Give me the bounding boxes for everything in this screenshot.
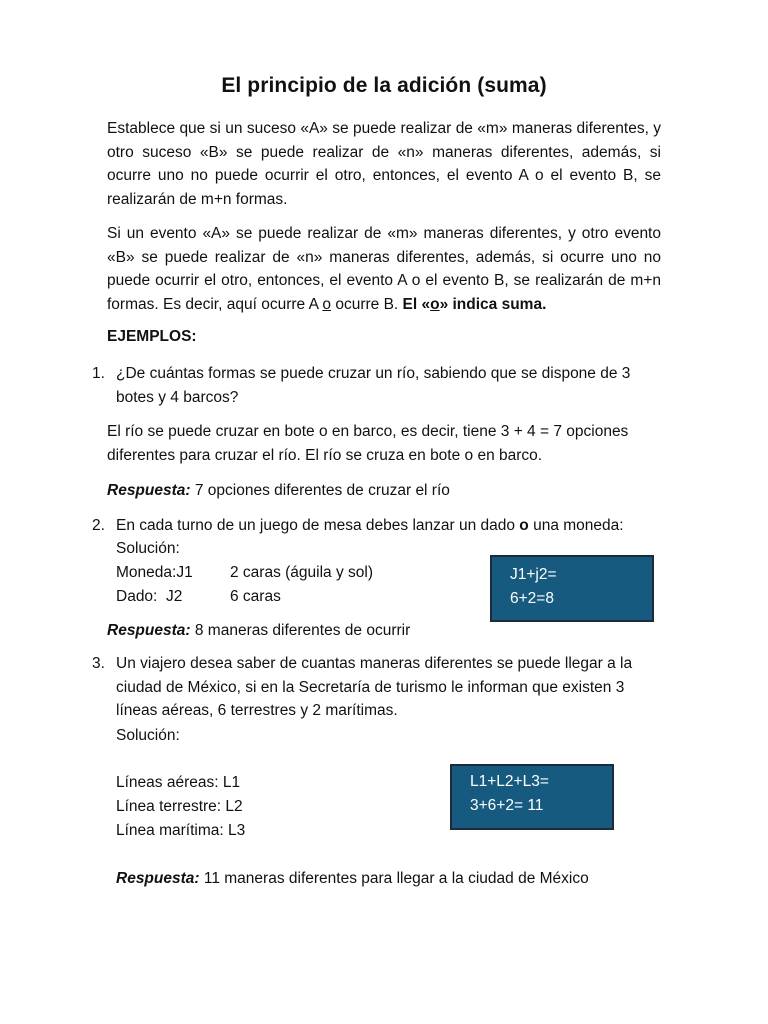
example-1-explanation: El río se puede cruzar en bote o en barco, es decir, tiene 3 + 4 = 7 opciones diferentes para cruzar el río. El río se cruza en bote o en barco. [107,423,629,464]
answer-label: Respuesta: [107,482,191,499]
row-1-name: Moneda:J1 [116,564,193,581]
example-1-answer [107,479,450,503]
example-3-formula-box [450,764,614,830]
answer-text: 8 maneras diferentes de ocurrir [190,622,411,639]
answer-label: Respuesta: [116,870,200,887]
example-2-solution-label: Solución: [116,540,180,557]
answer-text: 11 maneras diferentes para llegar a la ciudad de México [199,870,589,887]
example-2-formula-box [490,555,654,622]
underlined-o: o [322,295,332,313]
row-2-name: Dado: J2 [116,588,183,605]
example-3-number: 3. [92,655,105,672]
line-1: Líneas aéreas: L1 [116,774,241,791]
explanation-text-b: ocurre B. [331,295,403,313]
example-3-solution-label: Solución: [116,727,180,744]
example-3-question [92,652,662,723]
example-1-number: 1. [92,365,105,382]
example-3-question-text: Un viajero desea saber de cuantas maneras diferentes se puede llegar a la ciudad de México, si en la Secretaría de turismo le informan que existen 3 líneas aéreas, 6 terrestres y 2 marítimas. [116,655,633,719]
example-2-question [92,514,662,538]
examples-heading: EJEMPLOS: [107,328,197,345]
row-1-value: 2 caras (águila y sol) [230,564,374,581]
example-2-number: 2. [92,517,105,534]
example-2-answer [107,619,410,643]
line-3: Línea marítima: L3 [116,822,246,839]
sum-note: El «o» indica suma. [402,295,547,313]
explanation-paragraph [107,222,661,316]
page-title: El principio de la adición (suma) [221,74,547,97]
explanation-text-a: Si un evento «A» se puede realizar de «m» maneras diferentes, y otro evento «B» se puede realizar de «n» maneras diferentes, además, si ocurre uno no puede ocurrir el otro, entonces, el evento A o el evento B, se realizarán de m+n formas. Es decir, aquí ocurre A [107,225,661,313]
formula-line-2: 6+2=8 [510,590,554,607]
row-2-value: 6 caras [230,588,281,605]
line-2: Línea terrestre: L2 [116,798,243,815]
formula-line-1: J1+j2= [510,566,557,583]
formula-line-1: L1+L2+L3= [470,773,549,790]
example-1-question [92,362,662,409]
answer-label: Respuesta: [107,622,191,639]
example-1-question-text: ¿De cuántas formas se puede cruzar un río, sabiendo que se dispone de 3 botes y 4 barcos? [116,365,631,406]
answer-text: 7 opciones diferentes de cruzar el río [190,482,450,499]
definition-paragraph: Establece que si un suceso «A» se puede realizar de «m» maneras diferentes, y otro suceso «B» se puede realizar de «n» maneras diferentes, además, si ocurre uno no puede ocurrir el otro, entonces, el evento A o el evento B, se realizarán de m+n formas. [107,120,661,208]
example-3-answer [116,867,589,891]
example-2-question-text: En cada turno de un juego de mesa debes lanzar un dado o una moneda: [116,517,624,534]
formula-line-2: 3+6+2= 11 [470,797,544,814]
